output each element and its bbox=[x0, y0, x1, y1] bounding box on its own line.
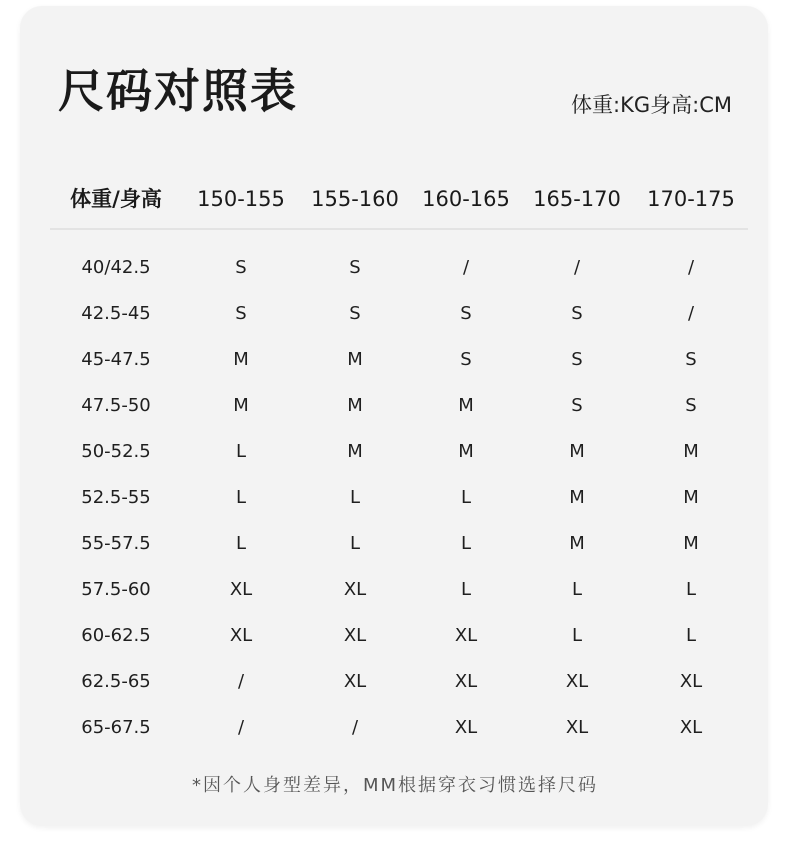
size-cell: M bbox=[569, 441, 585, 462]
size-cell: L bbox=[685, 625, 697, 646]
size-cell: L bbox=[685, 579, 697, 600]
header-height-range: 165-170 bbox=[533, 187, 621, 211]
size-cell: / bbox=[351, 717, 359, 738]
header-height-range: 150-155 bbox=[197, 187, 285, 211]
size-cell: XL bbox=[343, 579, 367, 600]
table-header-row bbox=[0, 182, 790, 216]
weight-range-cell: 65-67.5 bbox=[81, 717, 151, 738]
footnote: *因个人身型差异，MM根据穿衣习惯选择尺码 bbox=[191, 775, 599, 796]
size-cell: / bbox=[237, 717, 245, 738]
size-cell: S bbox=[235, 257, 247, 278]
header-height-range: 155-160 bbox=[311, 187, 399, 211]
table-row bbox=[0, 388, 790, 434]
size-cell: M bbox=[683, 533, 699, 554]
weight-range-cell: 60-62.5 bbox=[81, 625, 151, 646]
weight-range-cell: 40/42.5 bbox=[81, 257, 151, 278]
size-cell: S bbox=[571, 349, 583, 370]
size-cell: S bbox=[571, 395, 583, 416]
size-cell: M bbox=[347, 395, 363, 416]
size-cell: L bbox=[460, 533, 472, 554]
size-cell: S bbox=[235, 303, 247, 324]
size-cell: S bbox=[685, 395, 697, 416]
size-cell: XL bbox=[454, 625, 478, 646]
size-cell: / bbox=[462, 257, 470, 278]
size-cell: XL bbox=[679, 717, 703, 738]
header-height-range: 170-175 bbox=[647, 187, 735, 211]
size-cell: L bbox=[349, 533, 361, 554]
table-row bbox=[0, 434, 790, 480]
weight-range-cell: 45-47.5 bbox=[81, 349, 151, 370]
size-cell: XL bbox=[454, 717, 478, 738]
page-title: 尺码对照表 bbox=[58, 64, 298, 118]
table-row bbox=[0, 618, 790, 664]
size-cell: / bbox=[573, 257, 581, 278]
table-row bbox=[0, 250, 790, 296]
size-cell: / bbox=[687, 257, 695, 278]
size-cell: L bbox=[571, 625, 583, 646]
unit-note: 体重:KG身高:CM bbox=[571, 93, 732, 117]
size-cell: M bbox=[683, 441, 699, 462]
weight-range-cell: 47.5-50 bbox=[81, 395, 151, 416]
size-cell: L bbox=[460, 579, 472, 600]
size-cell: L bbox=[235, 533, 247, 554]
weight-range-cell: 52.5-55 bbox=[81, 487, 151, 508]
size-cell: M bbox=[233, 349, 249, 370]
weight-range-cell: 42.5-45 bbox=[81, 303, 151, 324]
size-cell: / bbox=[687, 303, 695, 324]
size-cell: L bbox=[571, 579, 583, 600]
size-cell: S bbox=[571, 303, 583, 324]
size-cell: S bbox=[349, 257, 361, 278]
size-cell: M bbox=[233, 395, 249, 416]
size-cell: M bbox=[347, 441, 363, 462]
table-row bbox=[0, 664, 790, 710]
table-row bbox=[0, 342, 790, 388]
header-weight-height: 体重/身高 bbox=[70, 187, 162, 211]
size-cell: XL bbox=[229, 625, 253, 646]
size-cell: XL bbox=[343, 671, 367, 692]
size-cell: M bbox=[569, 487, 585, 508]
size-cell: M bbox=[347, 349, 363, 370]
size-cell: S bbox=[685, 349, 697, 370]
size-cell: XL bbox=[343, 625, 367, 646]
size-cell: XL bbox=[454, 671, 478, 692]
table-row bbox=[0, 480, 790, 526]
size-cell: S bbox=[460, 349, 472, 370]
size-cell: XL bbox=[679, 671, 703, 692]
weight-range-cell: 55-57.5 bbox=[81, 533, 151, 554]
table-row bbox=[0, 710, 790, 756]
weight-range-cell: 62.5-65 bbox=[81, 671, 151, 692]
table-row bbox=[0, 526, 790, 572]
size-cell: XL bbox=[565, 717, 589, 738]
size-cell: XL bbox=[229, 579, 253, 600]
size-cell: M bbox=[458, 441, 474, 462]
size-cell: L bbox=[235, 441, 247, 462]
size-cell: M bbox=[569, 533, 585, 554]
header-height-range: 160-165 bbox=[422, 187, 510, 211]
table-row bbox=[0, 296, 790, 342]
size-table-body bbox=[0, 250, 790, 756]
header-divider bbox=[50, 228, 748, 230]
size-cell: S bbox=[349, 303, 361, 324]
size-cell: M bbox=[458, 395, 474, 416]
size-cell: M bbox=[683, 487, 699, 508]
size-cell: L bbox=[235, 487, 247, 508]
size-cell: XL bbox=[565, 671, 589, 692]
weight-range-cell: 57.5-60 bbox=[81, 579, 151, 600]
size-cell: S bbox=[460, 303, 472, 324]
size-cell: L bbox=[460, 487, 472, 508]
size-cell: / bbox=[237, 671, 245, 692]
size-cell: L bbox=[349, 487, 361, 508]
weight-range-cell: 50-52.5 bbox=[81, 441, 151, 462]
table-row bbox=[0, 572, 790, 618]
